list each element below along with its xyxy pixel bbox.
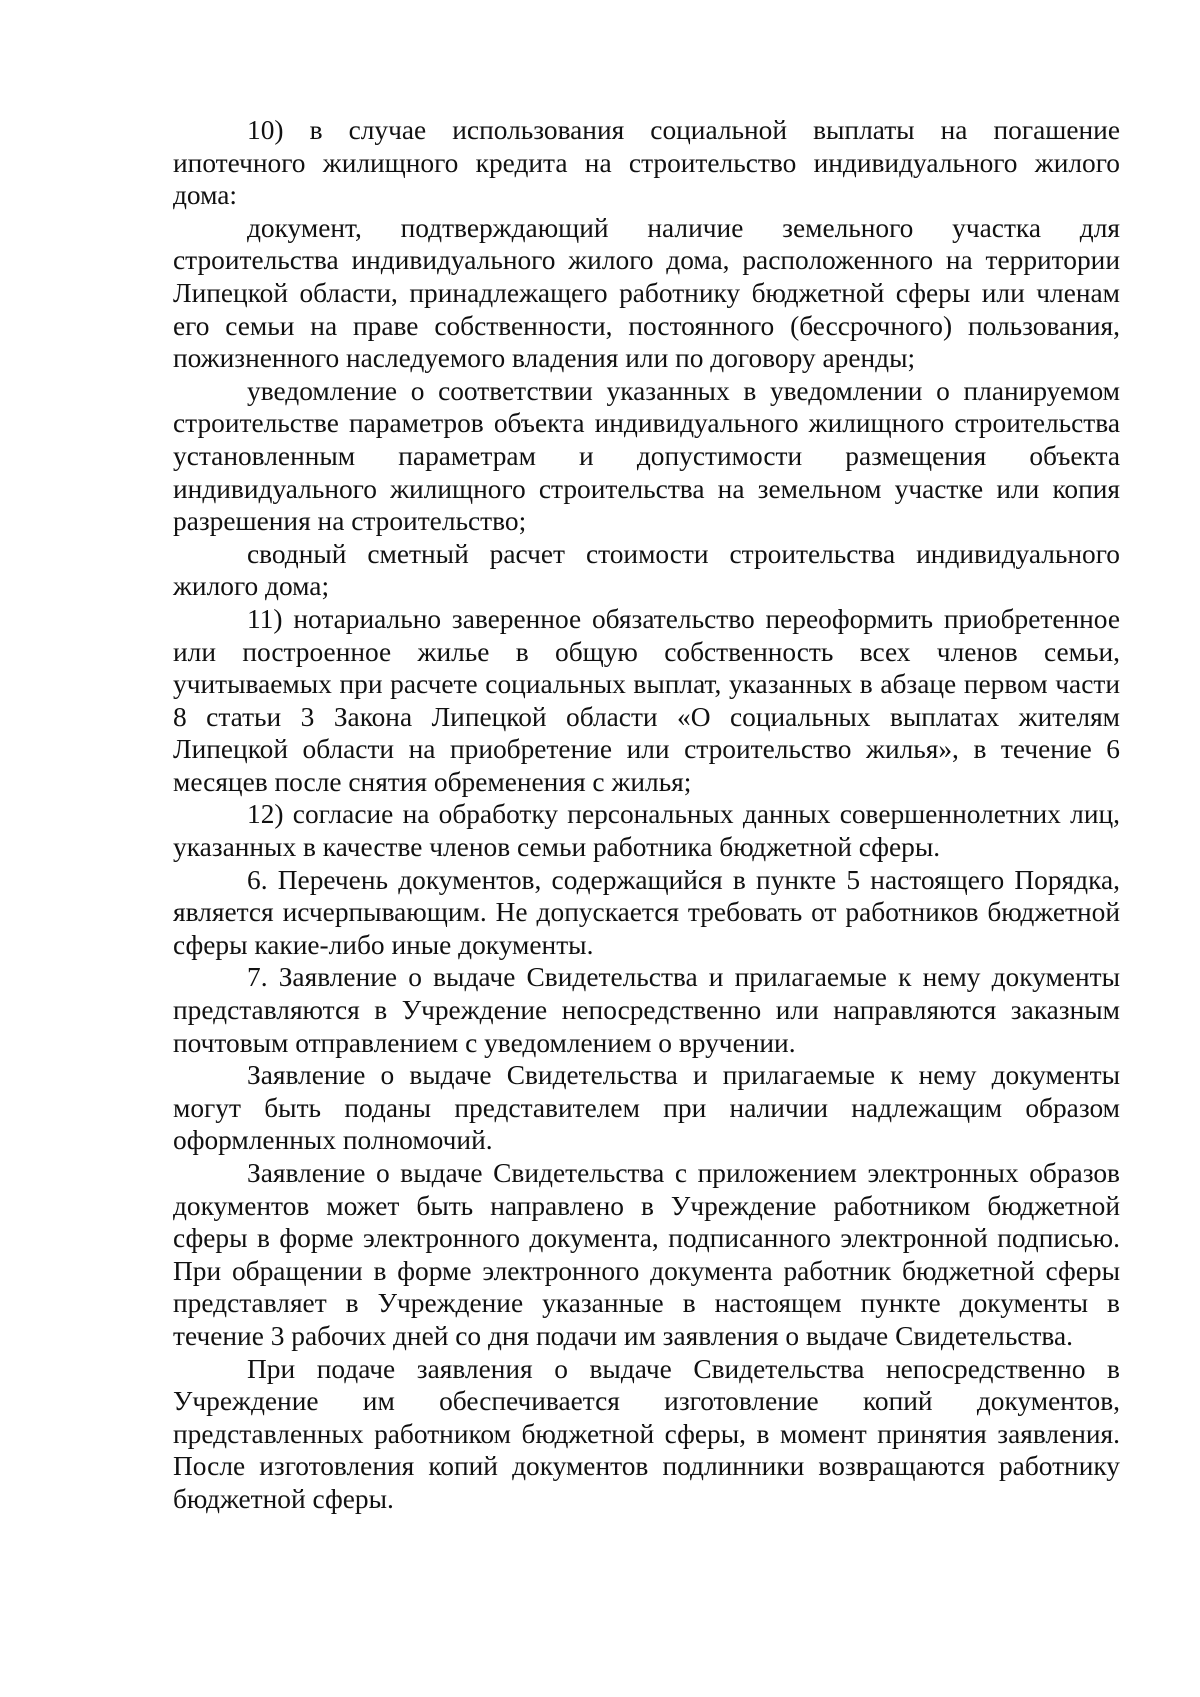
paragraph-item-10-mortgage: 10) в случае использования социальной выплаты на погашение ипотечного жилищного кредита на строительство индивидуального жилого дома:	[173, 115, 1120, 211]
paragraph-cost-estimate: сводный сметный расчет стоимости строительства индивидуального жилого дома;	[173, 538, 1120, 602]
paragraph-land-plot-document: документ, подтверждающий наличие земельного участка для строительства индивидуального жилого дома, расположенного на территории Липецкой области, принадлежащего работнику бюджетной сферы или членам его семьи на праве собственности, постоянного (бессрочного) пользования, пожизненного наследуемого владения или по договору аренды;	[173, 212, 1120, 374]
paragraph-representative: Заявление о выдаче Свидетельства и прилагаемые к нему документы могут быть поданы представителем при наличии надлежащим образом оформленных полномочий.	[173, 1060, 1120, 1156]
paragraph-in-person-submission: При подаче заявления о выдаче Свидетельства непосредственно в Учреждение им обеспечивается изготовление копий документов, представленных работником бюджетной сферы, в момент принятия заявления. После изготовления копий документов подлинники возвращаются работнику бюджетной сферы.	[173, 1353, 1120, 1514]
paragraph-item-12-consent: 12) согласие на обработку персональных данных совершеннолетних лиц, указанных в качестве членов семьи работника бюджетной сферы.	[173, 799, 1120, 863]
paragraph-section-6: 6. Перечень документов, содержащийся в пункте 5 настоящего Порядка, является исчерпывающим. Не допускается требовать от работников бюджетной сферы какие-либо иные документы.	[173, 864, 1120, 960]
paragraph-item-11-obligation: 11) нотариально заверенное обязательство переоформить приобретенное или построенное жилье в общую собственность всех членов семьи, учитываемых при расчете социальных выплат, указанных в абзаце первом части 8 статьи 3 Закона Липецкой области «О социальных выплатах жителям Липецкой области на приобретение или строительство жилья», в течение 6 месяцев после снятия обременения с жилья;	[173, 603, 1120, 797]
paragraph-electronic-submission: Заявление о выдаче Свидетельства с приложением электронных образов документов может быть направлено в Учреждение работником бюджетной сферы в форме электронного документа, подписанного электронной подписью. При обращении в форме электронного документа работник бюджетной сферы представляет в Учреждение указанные в настоящем пункте документы в течение 3 рабочих дней со дня подачи им заявления о выдаче Свидетельства.	[173, 1158, 1120, 1351]
document-text	[173, 114, 1120, 1516]
paragraph-construction-notice: уведомление о соответствии указанных в уведомлении о планируемом строительстве параметров объекта индивидуального жилищного строительства установленным параметрам и допустимости размещения объекта индивидуального жилищного строительства на земельном участке или копия разрешения на строительство;	[173, 375, 1120, 537]
paragraph-section-7: 7. Заявление о выдаче Свидетельства и прилагаемые к нему документы представляются в Учреждение непосредственно или направляются заказным почтовым отправлением с уведомлением о вручении.	[173, 962, 1120, 1058]
